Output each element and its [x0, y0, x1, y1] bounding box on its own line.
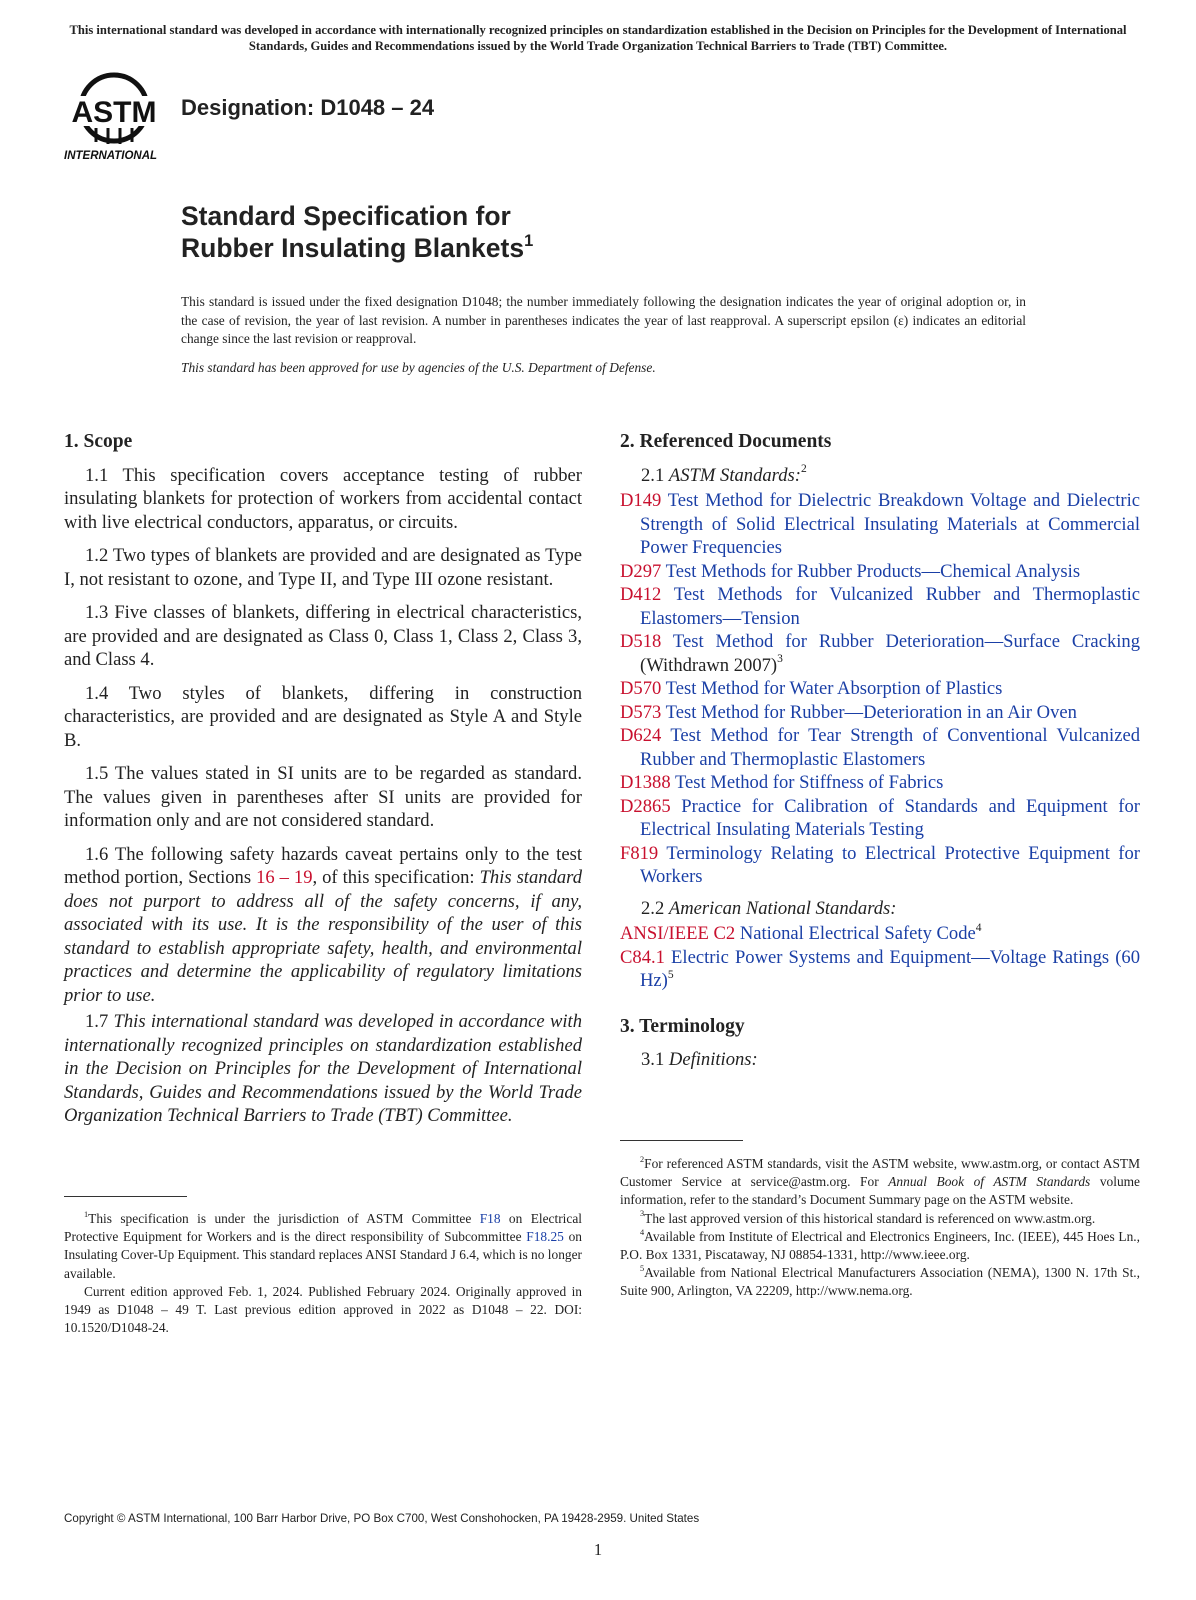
astm-standards-number: 2.1 [641, 464, 669, 486]
reference-item [620, 795, 1140, 842]
footnote-rule-left [64, 1196, 187, 1197]
reference-item [620, 583, 1140, 630]
copyright: Copyright © ASTM International, 100 Barr Harbor Drive, PO Box C700, West Conshohocken, PA 19428-2959. United States [64, 1512, 700, 1525]
designation: Designation: D1048 – 24 [181, 95, 435, 120]
footnote-5-mark: 5 [640, 1263, 645, 1273]
footnote-1-text-b: on Electrical Protective Equipment for Workers and is the direct responsibility of Subcommittee [64, 1211, 582, 1245]
reference-title-link[interactable]: Test Method for Tear Strength of Conventional Vulcanized Rubber and Thermoplastic Elastomers [640, 725, 1141, 770]
section-heading-referenced-documents: 2. Referenced Documents [620, 431, 832, 452]
reference-code-link[interactable]: D1388 [620, 772, 671, 793]
footnote-3 [620, 1210, 1140, 1228]
reference-item [620, 701, 1140, 725]
top-notice: This international standard was developed in accordance with internationally recognized principles on standardization established in the Decision on Principles for the Development of International Standards, Guides and Recommendations issued by the World Trade Organization Technical Barriers to Trade (TBT) Committee. [69, 23, 1127, 53]
reference-title-link[interactable]: Electric Power Systems and Equipment—Voltage Ratings (60 Hz) [640, 946, 1140, 991]
title-line-1: Standard Specification for [181, 201, 511, 231]
astm-reference-list [620, 489, 1140, 889]
title-line-2: Rubber Insulating Blankets [181, 233, 525, 263]
scope-1-6-text: 1.6 The following safety hazards caveat pertains only to the test method portion, Sections [64, 843, 582, 888]
footnote-2-book-title: Annual Book of ASTM Standards [888, 1174, 1091, 1190]
reference-code-link[interactable]: F819 [620, 842, 659, 864]
footnote-5-text: Available from National Electrical Manufacturers Association (NEMA), 1300 N. 17th St., Suite 900, Arlington, VA 22209, http://www.nema.org. [620, 1265, 1140, 1299]
reference-title-link[interactable]: Test Method for Rubber—Deterioration in an Air Oven [665, 701, 1077, 723]
section-link-16-19[interactable]: 16 – 19 [256, 867, 313, 888]
safety-caveat: This standard does not purport to address all of the safety concerns, if any, associated with its use. It is the responsibility of the user of this standard to establish appropriate safety, health, and environmental practices and determine the applicability of regulatory limitations prior to use. [64, 867, 583, 1006]
ansi-standards-subheading [620, 897, 1140, 921]
footnote-1-edition: Current edition approved Feb. 1, 2024. Published February 2024. Originally approved in 1949 as D1048 – 49 T. Last previous edition approved in 2022 as D1048 – 22. DOI: 10.1520/D1048-24. [64, 1283, 582, 1336]
ansi-reference-list [620, 922, 1140, 993]
reference-footnote-mark: 3 [777, 653, 783, 666]
reference-note: (Withdrawn 2007) [640, 654, 778, 676]
footnote-2-text-a: For referenced ASTM standards, visit the ASTM website, www.astm.org, or contact ASTM Customer Service at service@astm.org. For [620, 1156, 1140, 1190]
reference-code-link[interactable]: D412 [620, 584, 662, 605]
reference-title-link[interactable]: Test Method for Dielectric Breakdown Voltage and Dielectric Strength of Solid Electrical Insulating Materials at Commercial Power Frequencies [640, 490, 1140, 558]
document-title [181, 200, 533, 264]
reference-code-link[interactable]: D624 [620, 725, 662, 746]
footnote-4-text: Available from Institute of Electrical and Electronics Engineers, Inc. (IEEE), 445 Hoes Ln., P.O. Box 1331, Piscataway, NJ 08854-1331, http://www.ieee.org. [620, 1228, 1140, 1263]
reference-item [620, 724, 1140, 771]
reference-title-link[interactable]: Test Method for Water Absorption of Plastics [665, 678, 1003, 699]
astm-logo-graphic [64, 70, 166, 164]
footnote-3-text: The last approved version of this historical standard is referenced on www.astm.org. [644, 1210, 1096, 1226]
definitions-subheading [620, 1048, 1140, 1072]
scope-1-1: 1.1 This specification covers acceptance testing of rubber insulating blankets for protection of workers from accidental contact with live electrical conductors, apparatus, or circuits. [64, 464, 582, 533]
reference-code-link[interactable]: D297 [620, 560, 662, 582]
reference-code-link[interactable]: D149 [620, 490, 662, 511]
footnote-2-mark: 2 [640, 1154, 645, 1164]
reference-title-link[interactable]: Test Methods for Rubber Products—Chemical Analysis [665, 560, 1081, 582]
reference-title-link[interactable]: National Electrical Safety Code [739, 923, 976, 944]
logo-subtext: INTERNATIONAL [64, 150, 158, 162]
scope-1-4: 1.4 Two styles of blankets, differing in construction characteristics, are provided and are designated as Style A and Style B. [64, 682, 582, 751]
reference-item [620, 677, 1140, 701]
definitions-number: 3.1 [641, 1049, 669, 1070]
reference-title-link[interactable]: Test Methods for Vulcanized Rubber and Thermoplastic Elastomers—Tension [640, 584, 1141, 629]
ansi-standards-number: 2.2 [641, 897, 669, 919]
reference-code-link[interactable]: D573 [620, 701, 662, 723]
title-footnote-mark: 1 [524, 231, 534, 250]
reference-item [620, 489, 1140, 560]
footnote-4-mark: 4 [640, 1227, 645, 1237]
scope-1-5: 1.5 The values stated in SI units are to be regarded as standard. The values given in parentheses after SI units are provided for information only and are not considered standard. [64, 763, 582, 831]
section-heading-terminology: 3. Terminology [620, 1015, 745, 1037]
reference-code-link[interactable]: D518 [620, 631, 662, 652]
astm-standards-mark: 2 [800, 463, 807, 476]
reference-item [620, 560, 1140, 584]
reference-item [620, 946, 1140, 993]
left-column [64, 430, 582, 1138]
committee-link-f18[interactable]: F18 [479, 1211, 501, 1226]
reference-code-link[interactable]: C84.1 [620, 946, 665, 968]
dod-note: This standard has been approved for use by agencies of the U.S. Department of Defense. [181, 360, 656, 375]
scope-1-3: 1.3 Five classes of blankets, differing in electrical characteristics, are provided and are designated as Class 0, Class 1, Class 2, Class 3, and Class 4. [64, 602, 582, 670]
ansi-standards-label: American National Standards: [668, 897, 897, 919]
reference-footnote-mark: 5 [667, 968, 674, 981]
scope-1-6 [64, 843, 582, 1008]
reference-code-link[interactable]: D570 [620, 678, 662, 699]
reference-title-link[interactable]: Test Method for Stiffness of Fabrics [674, 772, 944, 793]
reference-title-link[interactable]: Terminology Relating to Electrical Protective Equipment for Workers [640, 842, 1140, 887]
footnote-1-text-c: on Insulating Cover-Up Equipment. This standard replaces ANSI Standard J 6.4, which is no longer available. [64, 1229, 582, 1281]
footnote-5 [620, 1264, 1140, 1300]
reference-title-link[interactable]: Test Method for Rubber Deterioration—Surface Cracking [672, 631, 1140, 652]
footnote-3-mark: 3 [640, 1209, 645, 1219]
right-column [620, 430, 1140, 1074]
astm-logo [64, 70, 166, 164]
footnote-1-mark: 1 [84, 1209, 89, 1219]
footnote-2-text-b: volume information, refer to the standard’s Document Summary page on the ASTM website. [620, 1174, 1140, 1208]
subcommittee-link-f18-25[interactable]: F18.25 [526, 1229, 564, 1245]
footnotes-right [620, 1155, 1140, 1301]
definitions-label: Definitions: [668, 1049, 758, 1070]
issue-note: This standard is issued under the fixed designation D1048; the number immediately following the designation indicates the year of original adoption or, in the case of revision, the year of last revision. A number in parentheses indicates the year of last reapproval. A superscript epsilon (ε) indicates an editorial change since the last revision or reapproval. [181, 294, 1026, 346]
footnote-4 [620, 1228, 1140, 1264]
reference-item [620, 922, 1140, 946]
footnote-1-text-a: This specification is under the jurisdiction of ASTM Committee [88, 1211, 480, 1226]
section-heading-scope: 1. Scope [64, 431, 133, 452]
footnote-2 [620, 1155, 1140, 1210]
astm-standards-label: ASTM Standards: [668, 464, 801, 486]
scope-1-7 [64, 1010, 582, 1128]
reference-footnote-mark: 4 [975, 921, 982, 934]
footnotes-left [64, 1210, 582, 1337]
reference-item [620, 630, 1140, 677]
reference-code-link[interactable]: D2865 [620, 795, 671, 817]
footnote-1 [64, 1210, 582, 1283]
page-number: 1 [593, 1540, 603, 1559]
reference-title-link[interactable]: Practice for Calibration of Standards and Equipment for Electrical Insulating Materials Testing [640, 795, 1140, 840]
scope-1-7-number: 1.7 [85, 1011, 114, 1032]
logo-text: ASTM [71, 96, 157, 129]
scope-1-2: 1.2 Two types of blankets are provided and are designated as Type I, not resistant to ozone, and Type II, and Type III ozone resistant. [64, 545, 582, 590]
scope-1-7-text: This international standard was developed in accordance with internationally recognized principles on standardization established in the Decision on Principles for the Development of International Standards, Guides and Recommendations issued by the World Trade Organization Technical Barriers to Trade (TBT) Committee. [64, 1011, 583, 1126]
astm-standards-subheading [620, 464, 1140, 488]
footnote-rule-right [620, 1140, 743, 1141]
reference-code-link[interactable]: ANSI/IEEE C2 [620, 923, 736, 944]
scope-1-6-text-mid: , of this specification: [312, 867, 480, 888]
reference-item [620, 771, 1140, 795]
reference-item [620, 842, 1140, 889]
